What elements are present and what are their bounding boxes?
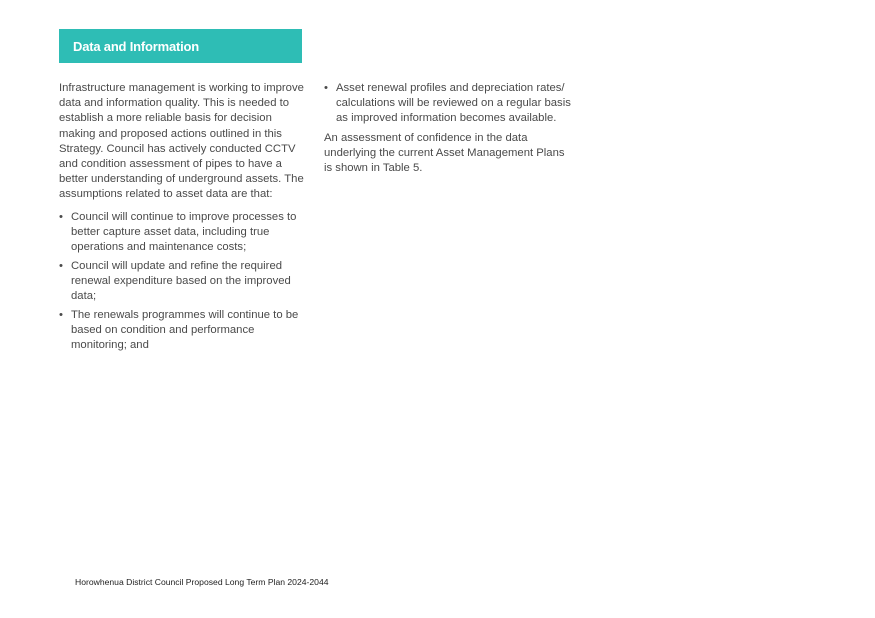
confidence-paragraph: An assessment of confidence in the data underlying the current Asset Management Plans is shown in Table 5. [324,131,565,175]
list-item [59,259,304,305]
list-item-text: Asset renewal profiles and depreciation rates/ calculations will be reviewed on a regular basis as improved information becomes available. [336,82,571,125]
assumptions-list-continued [324,81,574,127]
right-column [324,81,574,181]
page-footer: Horowhenua District Council Proposed Long Term Plan 2024-2044 [75,577,329,587]
list-item-text: Council will continue to improve processes to better capture asset data, including true operations and maintenance costs; [71,210,297,254]
list-item [324,81,574,127]
left-column [59,81,304,357]
list-item [59,210,304,256]
list-item [59,308,304,354]
bullet-icon: • [59,259,63,272]
section-header [59,29,302,63]
bullet-icon: • [59,308,63,321]
bullet-icon: • [324,82,328,94]
list-item-text: Council will update and refine the required renewal expenditure based on the improved data; [71,259,291,303]
assumptions-list [59,210,304,354]
section-title: Data and Information [73,39,200,54]
intro-paragraph: Infrastructure management is working to improve data and information quality. This is needed to establish a more reliable basis for decision making and proposed actions outlined in this Strategy. Council has actively conducted CCTV and condition assessment of pipes to have a better understanding of underground assets. The assumptions related to asset data are that: [59,82,304,201]
list-item-text: The renewals programmes will continue to be based on condition and performance monitoring; and [71,308,299,352]
bullet-icon: • [59,210,63,223]
